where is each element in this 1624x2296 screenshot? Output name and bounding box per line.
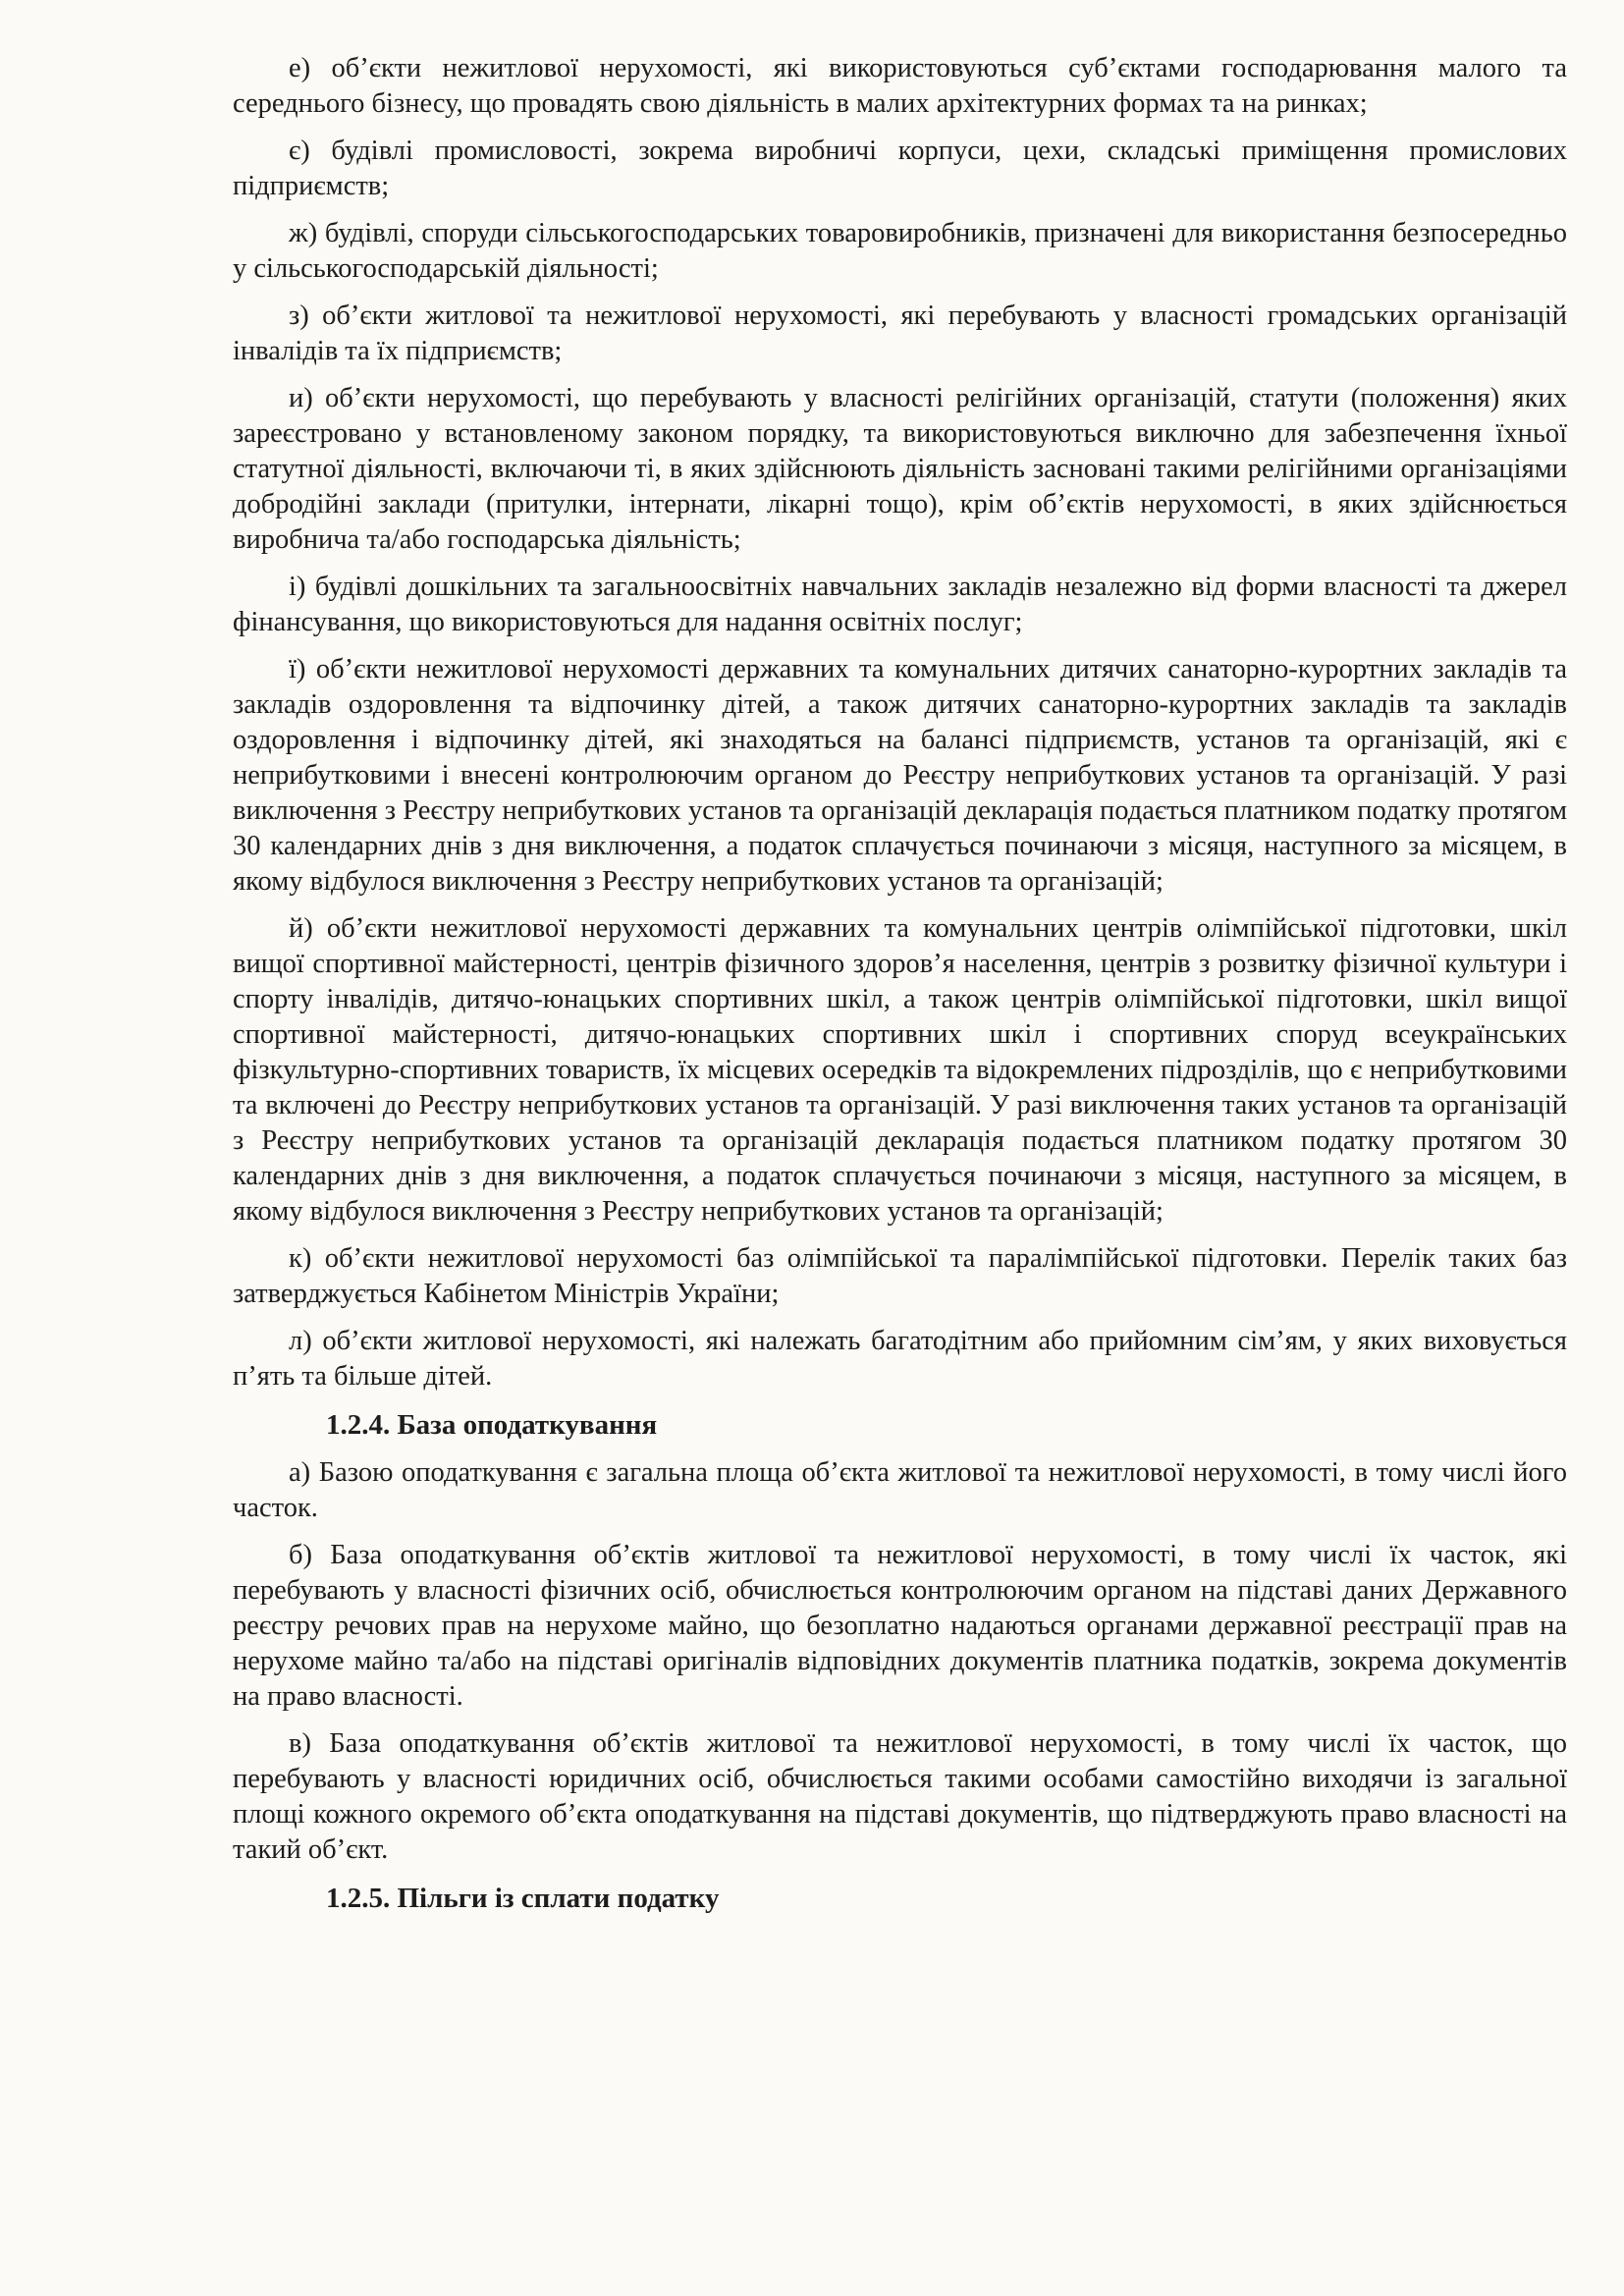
paragraph-i: і) будівлі дошкільних та загальноосвітніх навчальних закладів незалежно від форми власності та джерел фінансування, що використовуються для надання освітніх послуг;: [233, 572, 1567, 637]
paragraph-k: к) об’єкти нежитлової нерухомості баз олімпійської та паралімпійської підготовки. Перелік таких баз затверджується Кабінетом Міністрів України;: [233, 1243, 1567, 1309]
section-heading-tax-benefits: 1.2.5. Пільги із сплати податку: [326, 1883, 720, 1914]
section-heading-tax-base: 1.2.4. База оподаткування: [326, 1409, 658, 1441]
paragraph-iy: й) об’єкти нежитлової нерухомості державних та комунальних центрів олімпійської підготовки, шкіл вищої спортивної майстерності, центрів фізичного здоров’я населення, центрів з розвитку фізичної культури і спорту інвалідів, дитячо-юнацьких спортивних шкіл, а також центрів олімпійської підготовки, шкіл вищої спортивної майстерності, дитячо-юнацьких спортивних шкіл і спортивних споруд всеукраїнських фізкультурно-спортивних товариств, їх місцевих осередків та відокремлених підрозділів, що є неприбутковими та включені до Реєстру неприбуткових установ та організацій. У разі виключення таких установ та організацій з Реєстру неприбуткових установ та організацій декларація подається платником податку протягом 30 календарних днів з дня виключення, а податок сплачується починаючи з місяця, наступного за місяцем, в якому відбулося виключення з Реєстру неприбуткових установ та організацій;: [233, 913, 1567, 1227]
paragraph-base-a: а) Базою оподаткування є загальна площа об’єкта житлової та нежитлової нерухомості, в тому числі його часток.: [233, 1457, 1567, 1523]
paragraph-base-b: б) База оподаткування об’єктів житлової та нежитлової нерухомості, в тому числі їх часток, які перебувають у власності фізичних осіб, обчислюється контролюючим органом на підставі даних Державного реєстру речових прав на нерухоме майно, що безоплатно надаються органами державної реєстрації прав на нерухоме майно та/або на підставі оригіналів відповідних документів платника податків, зокрема документів на право власності.: [233, 1540, 1567, 1712]
paragraph-l: л) об’єкти житлової нерухомості, які належать багатодітним або прийомним сім’ям, у яких виховується п’ять та більше дітей.: [233, 1326, 1567, 1392]
paragraph-zh: ж) будівлі, споруди сільськогосподарських товаровиробників, призначені для використання безпосередньо у сільськогосподарській діяльності;: [233, 218, 1567, 284]
paragraph-z: з) об’єкти житлової та нежитлової нерухомості, які перебувають у власності громадських організацій інвалідів та їх підприємств;: [233, 301, 1567, 366]
paragraph-ye: є) будівлі промисловості, зокрема виробничі корпуси, цехи, складські приміщення промислових підприємств;: [233, 136, 1567, 201]
paragraph-base-v: в) База оподаткування об’єктів житлової та нежитлової нерухомості, в тому числі їх часток, що перебувають у власності юридичних осіб, обчислюється такими особами самостійно виходячи із загальної площі кожного окремого об’єкта оподаткування на підставі документів, що підтверджують право власності на такий об’єкт.: [233, 1728, 1567, 1865]
paragraph-yi: ї) об’єкти нежитлової нерухомості державних та комунальних дитячих санаторно-курортних закладів та закладів оздоровлення та відпочинку дітей, а також дитячих санаторно-курортних закладів та закладів оздоровлення і відпочинку дітей, які знаходяться на балансі підприємств, установ та організацій, які є неприбутковими і внесені контролюючим органом до Реєстру неприбуткових установ та організацій. У разі виключення з Реєстру неприбуткових установ та організацій декларація подається платником податку протягом 30 календарних днів з дня виключення, а податок сплачується починаючи з місяця, наступного за місяцем, в якому відбулося виключення з Реєстру неприбуткових установ та організацій;: [233, 654, 1567, 897]
paragraph-y: и) об’єкти нерухомості, що перебувають у власності релігійних організацій, статути (положення) яких зареєстровано у встановленому законом порядку, та використовуються виключно для забезпечення їхньої статутної діяльності, включаючи ті, в яких здійснюють діяльність засновані такими релігійними організаціями добродійні заклади (притулки, інтернати, лікарні тощо), крім об’єктів нерухомості, в яких здійснюється виробнича та/або господарська діяльність;: [233, 383, 1567, 555]
paragraph-e: е) об’єкти нежитлової нерухомості, які використовуються суб’єктами господарювання малого та середнього бізнесу, що провадять свою діяльність в малих архітектурних формах та на ринках;: [233, 53, 1567, 119]
